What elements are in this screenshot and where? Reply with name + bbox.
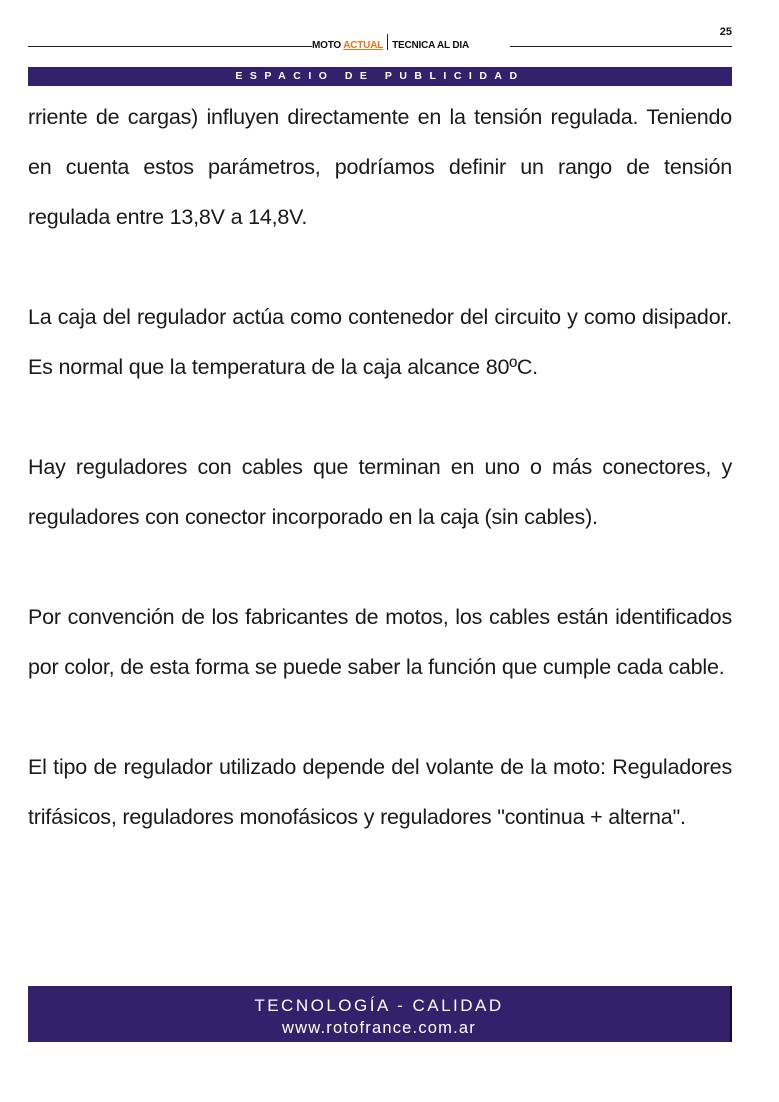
page-number: 25 bbox=[719, 26, 732, 38]
brand-divider bbox=[387, 34, 388, 50]
article-body bbox=[28, 92, 732, 892]
brand-actual: ACTUAL bbox=[343, 40, 384, 51]
footer-tagline: TECNOLOGÍA - CALIDAD bbox=[254, 996, 504, 1015]
footer-url: www.rotofrance.com.ar bbox=[282, 1019, 476, 1037]
page-footer-banner bbox=[28, 986, 732, 1042]
section-title: TECNICA AL DIA bbox=[392, 40, 469, 51]
advertising-banner: ESPACIO DE PUBLICIDAD bbox=[28, 67, 732, 86]
brand-moto: MOTO bbox=[312, 40, 342, 51]
paragraph: Hay reguladores con cables que terminan en uno o más conectores, y reguladores con conector incorporado en la caja (sin cables). bbox=[28, 455, 732, 529]
paragraph: rriente de cargas) influyen directamente en la tensión regulada. Teniendo en cuenta estos parámetros, podríamos definir un rango de tensión regulada entre 13,8V a 14,8V. bbox=[28, 105, 732, 229]
header-rule-left bbox=[28, 46, 312, 47]
paragraph: El tipo de regulador utilizado depende del volante de la moto: Reguladores trifásicos, reguladores monofásicos y reguladores "continua + alterna". bbox=[28, 755, 732, 829]
header-rule-right bbox=[510, 46, 732, 47]
magazine-brand bbox=[312, 34, 469, 51]
paragraph: La caja del regulador actúa como contenedor del circuito y como disipador. Es normal que la temperatura de la caja alcance 80ºC. bbox=[28, 305, 732, 379]
paragraph: Por convención de los fabricantes de motos, los cables están identificados por color, de esta forma se puede saber la función que cumple cada cable. bbox=[28, 605, 732, 679]
page-header bbox=[28, 22, 732, 51]
